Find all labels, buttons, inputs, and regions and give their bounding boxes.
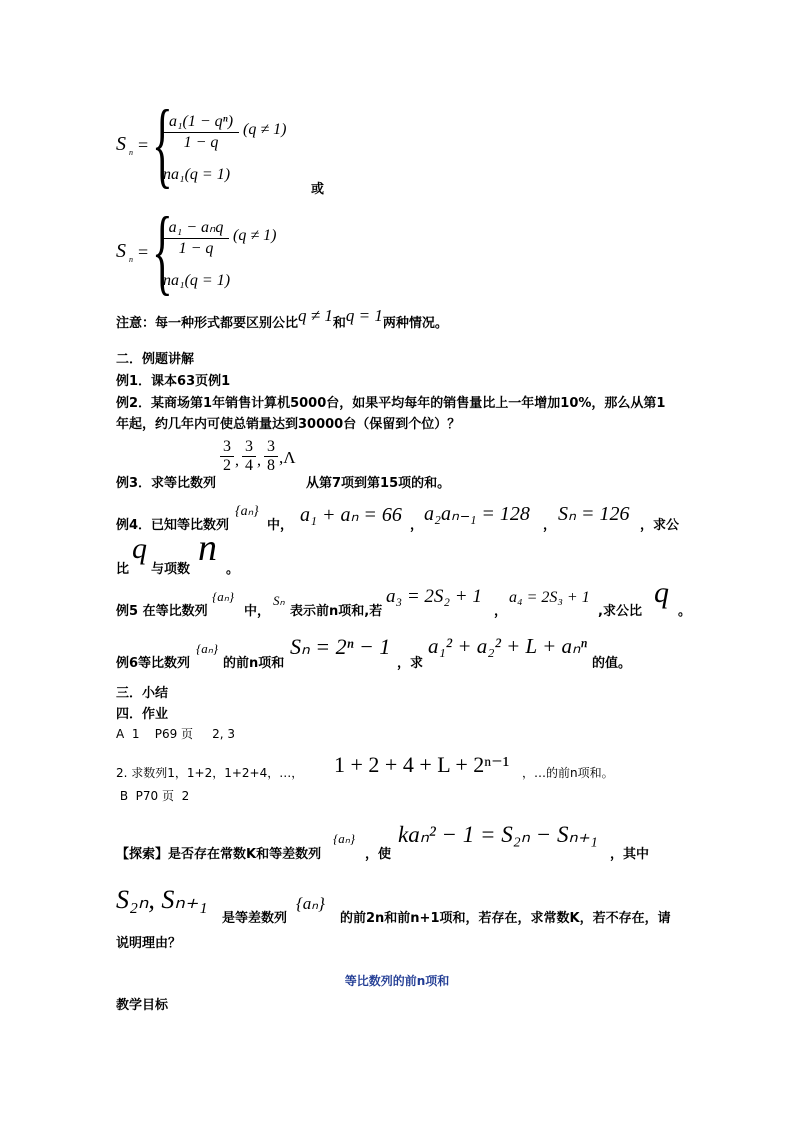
homework-a: A 1 P69 页 2, 3 [116,727,236,741]
note-line [116,306,448,332]
example-4-prefix: 例4．已知等比数列 [116,518,230,533]
example-3-ellipsis: ,Λ [279,448,296,467]
example-4-q: q [132,532,147,565]
homework-2-suffix: ，…的前n项和。 [522,766,614,780]
note-suffix: 两种情况。 [382,316,448,331]
example-6-equation-1: Sₙ = 2ⁿ − 1 [290,634,391,659]
formula-2-fraction [163,218,229,259]
explore-line-2-sequence: {aₙ} [296,894,325,913]
explore-tail: ，其中 [610,847,650,862]
example-4-sequence: {aₙ} [235,504,259,519]
example-6-tail: 的值。 [592,656,632,671]
formula-1-denominator: 1 − q [183,134,219,151]
formula-2-equals: = [138,242,149,262]
example-3-fraction-1: 3 2 [220,438,234,475]
formula-2-brace: { [152,197,173,304]
section-homework: 四．作业 [116,707,169,722]
example-5-tail: ,求公比 [598,604,642,619]
formula-1-case2: na₁(q = 1) [163,166,231,183]
example-1: 例1．课本63页例1 [116,374,231,389]
example-2-line-2: 年起，约几年内可使总销量达到30000台（保留到个位）？ [116,417,461,432]
homework-2-prefix: 2. 求数列1，1+2，1+2+4，…， [116,766,304,780]
example-5-equation-2: a₄ = 2S₃ + 1 [509,589,590,606]
next-section-heading: 教学目标 [116,998,169,1013]
next-section-title: 等比数列的前n项和 [344,974,450,988]
example-4-equation-1: a₁ + aₙ = 66 [300,504,402,526]
example-3-suffix: 从第7项到第15项的和。 [306,476,451,491]
explore-expression: kaₙ² − 1 = S₂ₙ − Sₙ₊₁ [398,822,598,847]
explore-line-2-expression: S₂ₙ, Sₙ₊₁ [116,885,208,914]
example-5-equation-1: a₃ = 2S₂ + 1 [386,586,482,607]
example-4-equation-2: a₂aₙ₋₁ = 128 [424,503,530,525]
note-math-2: q = 1 [345,306,383,325]
example-5-sn: Sₙ [273,593,285,608]
example-4-tail: ，求公 [640,518,680,533]
formula-2-condition: (q ≠ 1) [233,227,277,244]
example-3-prefix: 例3．求等比数列 [116,476,217,491]
example-4-equation-3: Sₙ = 126 [558,503,630,525]
explore-prefix: 【探索】是否存在常数K和等差数列 [116,847,322,862]
section-examples: 二．例题讲解 [116,352,195,367]
formula-2-lhs-sub: n [129,255,133,264]
formula-1-fraction [163,112,239,153]
homework-b: B P70 页 2 [116,789,190,803]
formula-1-brace: { [152,90,173,197]
example-2-line-1: 例2．某商场第1年销售计算机5000台，如果平均每年的销售量比上一年增加10%，那么从第1 [116,396,666,411]
explore-line-3: 说明理由？ [116,936,182,951]
example-5-q: q [654,576,669,609]
formula-1-condition: (q ≠ 1) [243,121,287,138]
formula-1-lhs-sub: n [129,148,133,157]
note-prefix: 注意：每一种形式都要区别公比 [116,316,299,331]
example-5-prefix: 例5 在等比数列 [116,604,208,619]
example-6-sequence: {aₙ} [196,641,219,656]
example-6-equation-2: a₁² + a₂² + L + aₙⁿ [428,634,587,658]
note-math-1: q ≠ 1 [298,306,333,325]
formula-2-lhs: S [116,240,126,262]
formula-2-numerator: a₁ − aₙq [168,219,224,236]
example-5-sequence: {aₙ} [212,589,235,604]
or-label: 或 [311,182,325,197]
formula-1-numerator: a₁(1 − qⁿ) [168,113,234,130]
formula-1-equals: = [138,135,149,155]
example-3-fraction-3: 3 8 [264,438,278,475]
example-3-fraction-2: 3 4 [242,438,256,475]
example-4-n: n [198,527,217,569]
note-mid: 和 [332,316,346,331]
example-6-prefix: 例6等比数列 [116,656,191,671]
formula-2-case2: na₁(q = 1) [163,272,231,289]
formula-2-denominator: 1 − q [178,240,214,257]
explore-sequence: {aₙ} [333,831,356,846]
homework-2-expression: 1 + 2 + 4 + L + 2ⁿ⁻¹ [334,752,510,777]
formula-1-lhs: S [116,133,126,155]
section-summary: 三．小结 [116,686,169,701]
